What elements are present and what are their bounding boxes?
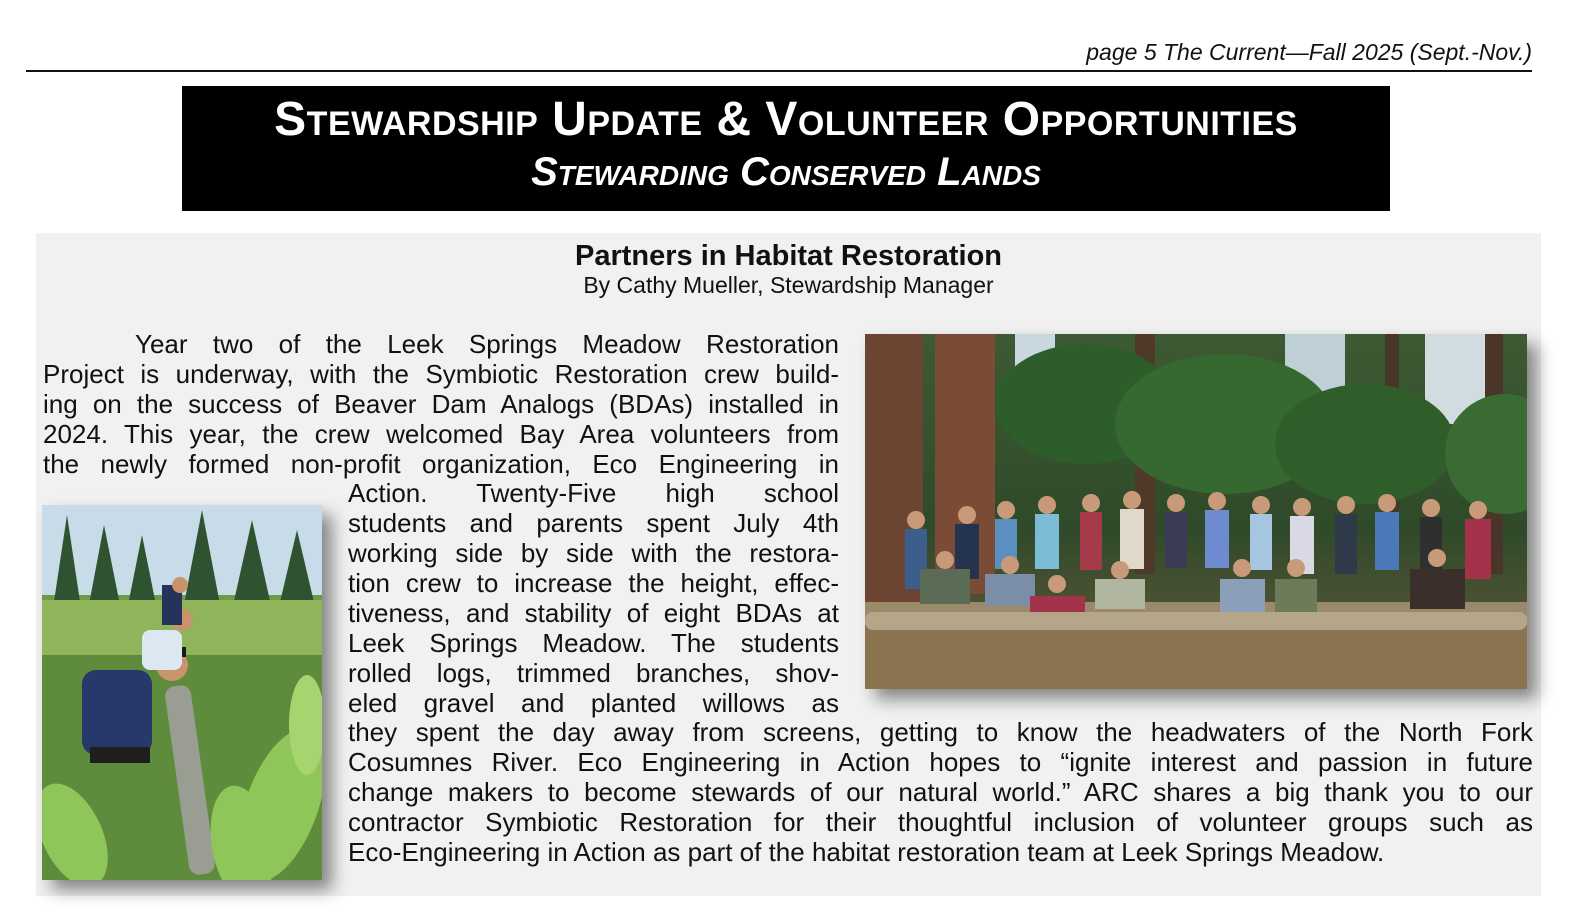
article-text-middle [348,478,839,718]
text-line: Action. Twenty-Five high school [348,478,839,508]
section-banner [182,86,1390,211]
text-line: ing on the success of Beaver Dam Analogs (BDAs) installed in [43,389,839,419]
text-line: Cosumnes River. Eco Engineering in Action hopes to “ignite interest and passion in future [348,747,1533,777]
text-line: change makers to become stewards of our natural world.” ARC shares a big thank you to our [348,777,1533,807]
page-number-line: page 5 The Current—Fall 2025 (Sept.-Nov.) [1086,39,1532,65]
article-text-top [43,329,839,479]
banner-subtitle: Stewarding Conserved Lands [531,150,1041,194]
page-header [26,36,1532,72]
text-line: students and parents spent July 4th [348,508,839,538]
article-byline: By Cathy Mueller, Stewardship Manager [583,272,994,298]
banner-title: Stewardship Update & Volunteer Opportunities [274,93,1298,146]
text-line: eled gravel and planted willows as [348,688,839,718]
text-line: the newly formed non-profit organization, Eco Engineering in [43,449,839,479]
text-line: Leek Springs Meadow. The students [348,628,839,658]
article-title: Partners in Habitat Restoration [574,240,1003,272]
text-line: Eco-Engineering in Action as part of the habitat restoration team at Leek Springs Meadow. [348,837,1385,867]
text-line: tiveness, and stability of eight BDAs at [348,598,839,628]
text-line: they spent the day away from screens, getting to know the headwaters of the North Fork [348,717,1533,747]
text-line: contractor Symbiotic Restoration for their thoughtful inclusion of volunteer groups such as [348,807,1533,837]
students-working-photo [42,505,322,880]
article-text-bottom [348,717,1533,867]
text-line: tion crew to increase the height, effec- [348,568,839,598]
volunteer-group-photo [865,334,1527,689]
text-line: Year two of the Leek Springs Meadow Restoration [135,329,839,359]
article-panel [36,233,1541,896]
text-line: 2024. This year, the crew welcomed Bay Area volunteers from [43,419,839,449]
text-line: rolled logs, trimmed branches, shov- [348,658,839,688]
text-line: Project is underway, with the Symbiotic Restoration crew build- [43,359,839,389]
text-line: working side by side with the restora- [348,538,839,568]
